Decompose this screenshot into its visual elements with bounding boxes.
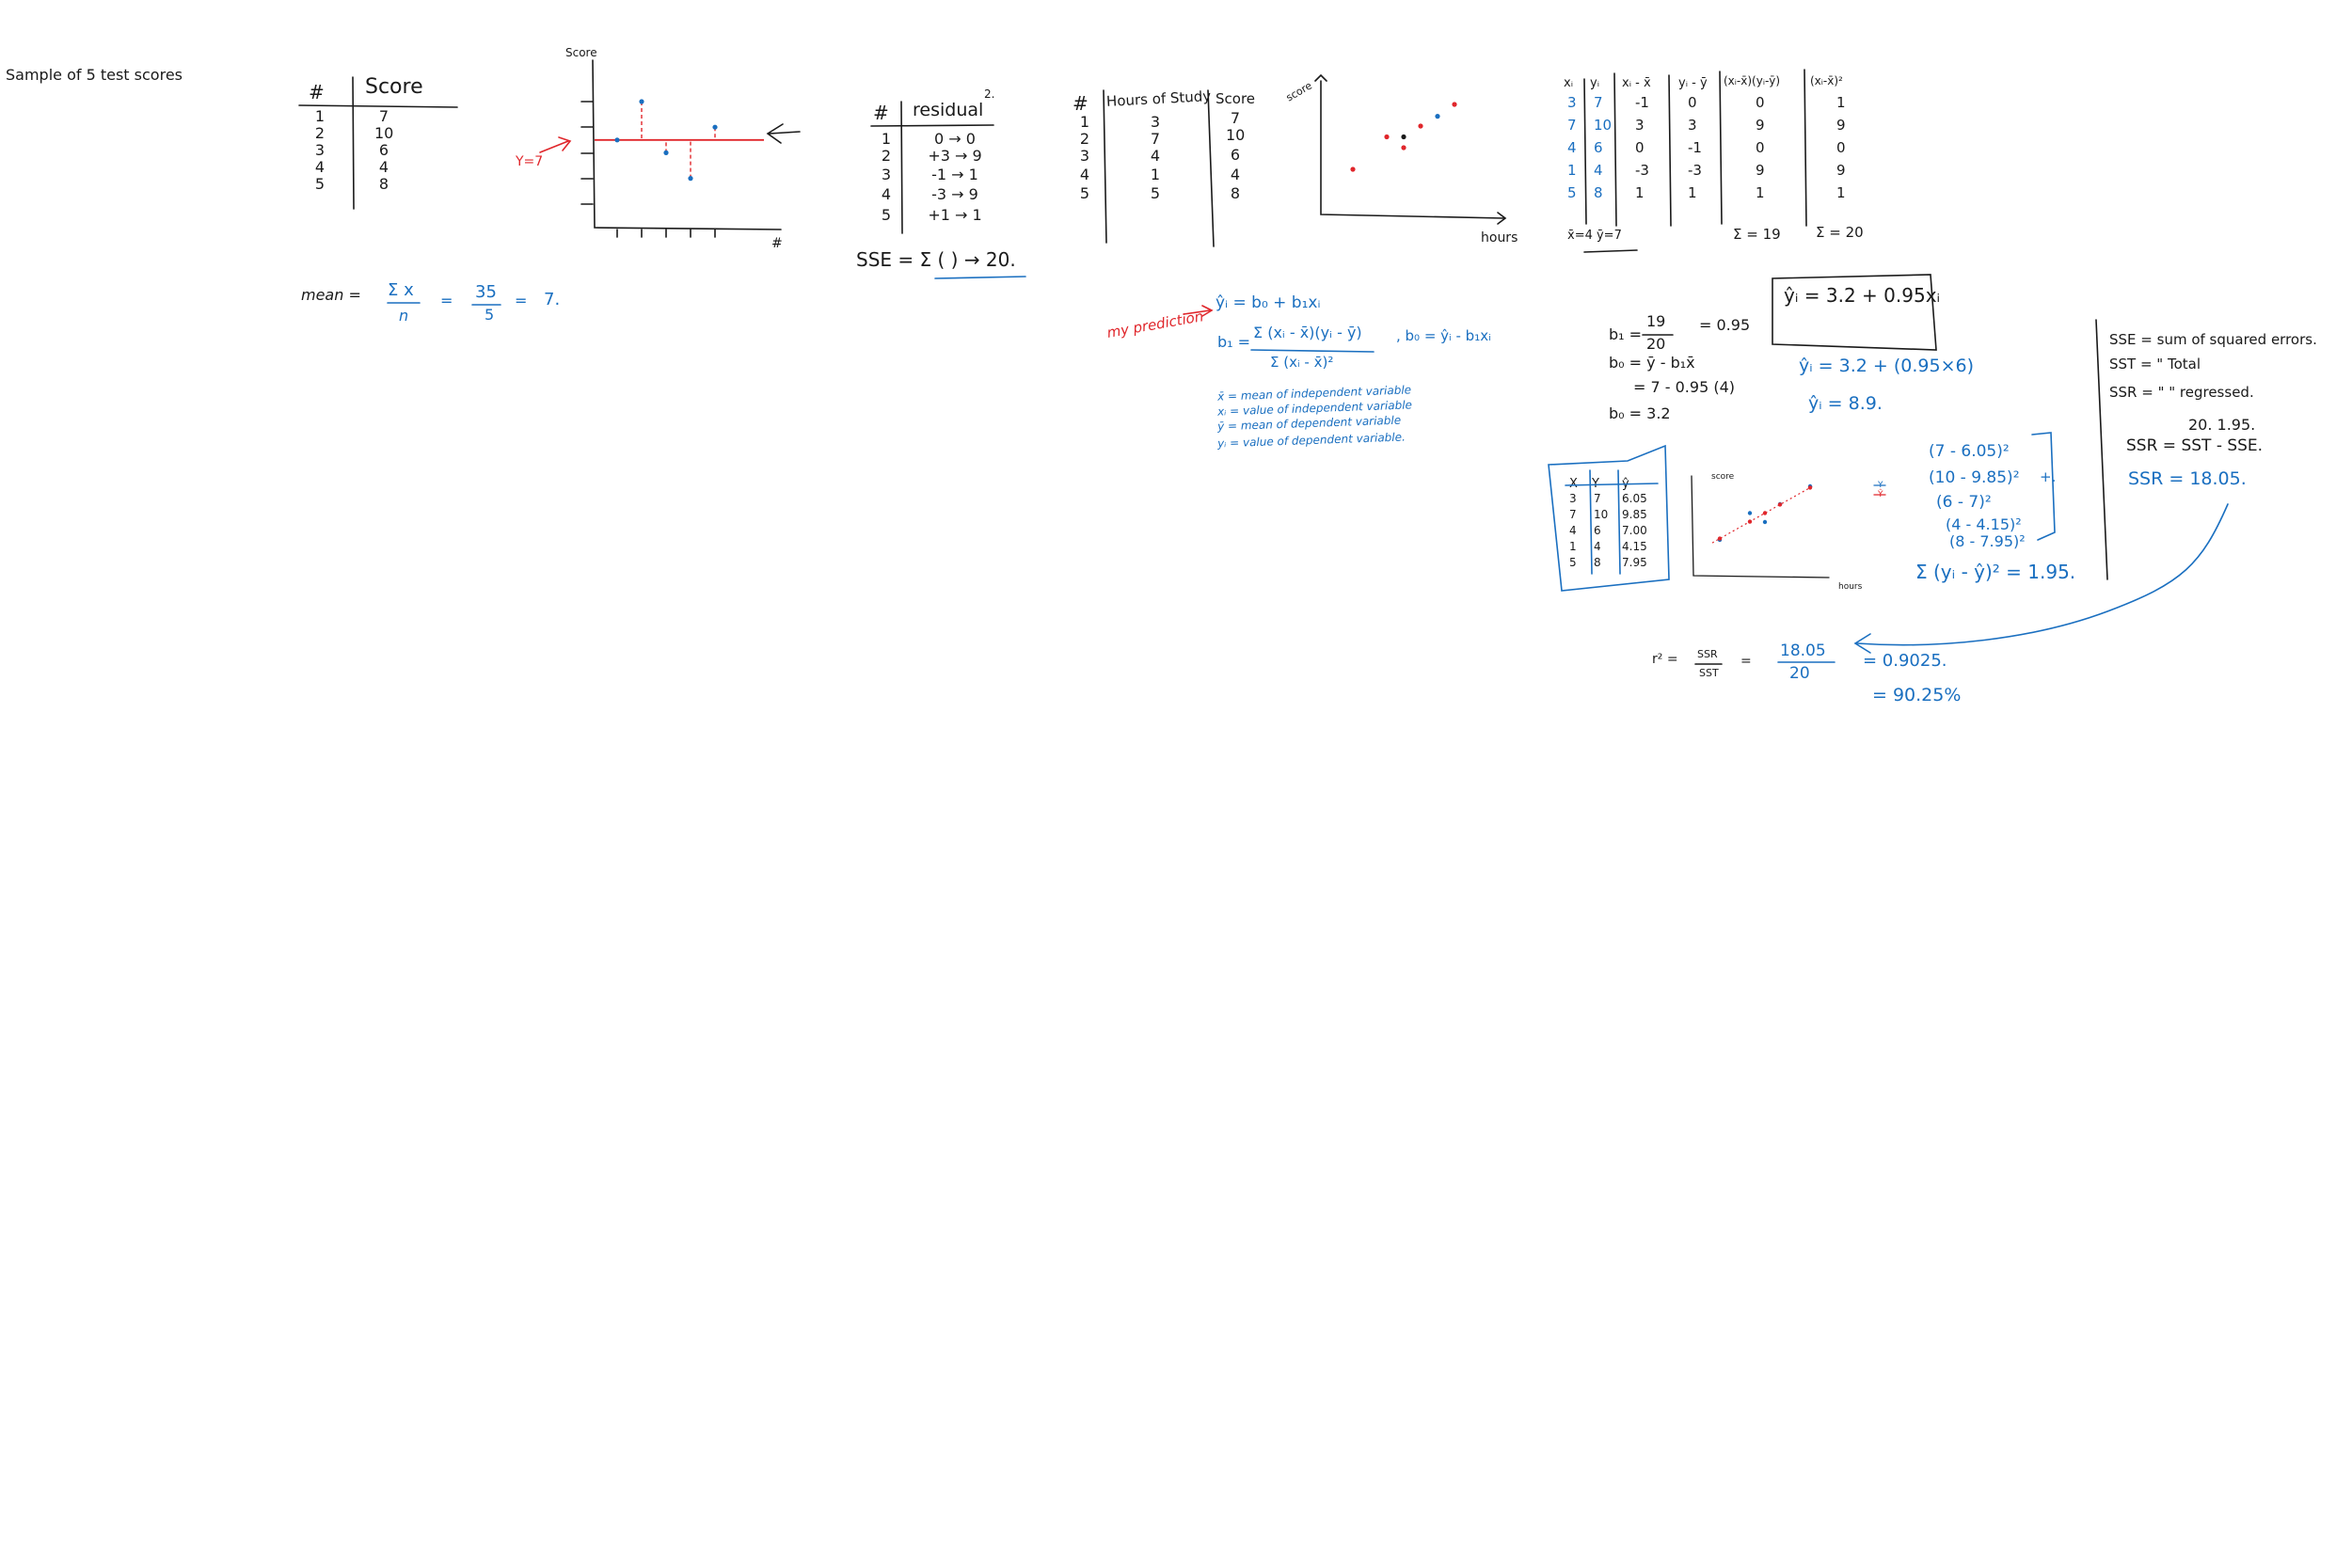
mean-numerator: Σ x xyxy=(388,280,414,300)
table-cell: 9 xyxy=(1756,162,1765,179)
table-row: 3 xyxy=(881,166,892,183)
pred-header-x: X xyxy=(1569,477,1578,491)
table-box xyxy=(1549,446,1669,591)
table-rule xyxy=(1720,71,1722,224)
table-rule xyxy=(1804,70,1806,226)
table-cell: 9 xyxy=(1836,162,1846,179)
residual-power: 2. xyxy=(984,87,995,101)
table-cell: 1 xyxy=(1635,184,1645,201)
table-cell: 4 xyxy=(1150,147,1161,165)
page-title: Sample of 5 test scores xyxy=(6,66,183,84)
table-rule xyxy=(1618,470,1620,574)
plot1-ticks xyxy=(581,102,593,204)
sums-values: 20. 1.95. xyxy=(2188,416,2256,434)
table-cell: 0 xyxy=(1635,139,1645,156)
table-rule xyxy=(1104,90,1106,243)
table-cell: 8 xyxy=(378,175,389,193)
table-cell: -3 xyxy=(1635,162,1649,179)
plot1-axes xyxy=(593,60,781,230)
data-point xyxy=(1418,123,1422,128)
table-cell: -3 xyxy=(1688,162,1702,179)
table-row: 5 xyxy=(314,175,326,193)
predicted-point xyxy=(1435,114,1439,119)
data-point xyxy=(1384,135,1389,139)
def-xi: xᵢ = value of independent variable xyxy=(1216,398,1413,419)
r2-label: r² = xyxy=(1652,652,1678,667)
table-cell: 9.85 xyxy=(1622,508,1647,521)
calc-header-xsq: (xᵢ-x̄)² xyxy=(1810,74,1843,87)
table-row: 1 xyxy=(1079,113,1090,131)
study-col-num: # xyxy=(1073,92,1089,115)
scores-col-score: Score xyxy=(365,75,423,99)
table-cell: 1 xyxy=(1688,184,1697,201)
calc-header-prod: (xᵢ-x̄)(yᵢ-ȳ) xyxy=(1724,74,1781,87)
calc-header-ydev: yᵢ - ȳ xyxy=(1678,76,1708,90)
data-point xyxy=(639,99,644,103)
ssr-equation: SSR = SST - SSE. xyxy=(2126,436,2264,455)
table-rule xyxy=(1669,75,1671,226)
table-cell: 4 xyxy=(1594,540,1601,553)
study-col-hours: Hours of Study xyxy=(1105,87,1212,110)
boxed-regression-eq: ŷᵢ = 3.2 + 0.95xᵢ xyxy=(1784,284,1941,307)
r2-percent: = 90.25% xyxy=(1872,685,1962,705)
table-row: 4 xyxy=(1569,524,1577,537)
table-row: 5 xyxy=(881,206,892,224)
table-cell: 1 xyxy=(1150,166,1161,183)
ssr-definition: SSR = " " regressed. xyxy=(2109,384,2254,401)
coef-b1-value: = 0.95 xyxy=(1699,316,1751,334)
table-rule xyxy=(901,102,902,233)
table-row: 4 xyxy=(1079,166,1090,183)
table-row: 3 xyxy=(1567,94,1577,111)
table-cell: 7 xyxy=(1594,492,1601,505)
plot3-legend-yhat: Ŷ xyxy=(1878,490,1883,499)
table-cell: 4 xyxy=(1230,166,1241,183)
def-yi: yᵢ = value of dependent variable. xyxy=(1216,430,1406,451)
coef-b0-formula: b₀ = ȳ - b₁x̄ xyxy=(1609,354,1695,372)
residual-term: (10 - 9.85)² xyxy=(1929,468,2020,487)
scores-col-num: # xyxy=(309,81,325,103)
table-cell: 4 xyxy=(378,158,389,176)
table-cell: 0 xyxy=(1836,139,1846,156)
table-cell: 6 xyxy=(1594,139,1603,156)
study-col-score: Score xyxy=(1216,90,1256,107)
table-cell: 1 xyxy=(1836,184,1846,201)
table-cell: 5 xyxy=(1150,184,1161,202)
predicted-point xyxy=(1808,485,1812,489)
table-cell: -1 xyxy=(1688,139,1702,156)
table-cell: 0 → 0 xyxy=(934,130,976,148)
plot2-arrowhead xyxy=(1315,75,1327,81)
calc-header-xi: xᵢ xyxy=(1564,76,1574,90)
table-row: 3 xyxy=(314,141,326,159)
mean-eq2: = xyxy=(515,292,528,309)
plot3-xlabel: hours xyxy=(1838,582,1863,592)
table-rule xyxy=(1208,90,1214,246)
table-rule xyxy=(299,105,457,107)
residual-term: (8 - 7.95)² xyxy=(1949,532,2026,550)
pred-header-y: Y xyxy=(1592,477,1599,491)
table-cell: 7 xyxy=(1150,130,1161,148)
mean-denominator: n xyxy=(399,307,409,325)
r2-num2: 18.05 xyxy=(1780,641,1826,660)
table-cell: 7 xyxy=(1230,109,1241,127)
sse-definition: SSE = sum of squared errors. xyxy=(2109,331,2317,348)
table-cell: 6 xyxy=(1230,146,1241,164)
table-row: 1 xyxy=(881,130,892,148)
table-row: 7 xyxy=(1569,508,1577,521)
table-cell: +1 → 1 xyxy=(928,206,982,224)
coef-b1-label: b₁ = xyxy=(1609,325,1643,343)
table-cell: 9 xyxy=(1756,117,1765,134)
residual-term: (7 - 6.05)² xyxy=(1929,442,2010,461)
residual-col-label: residual xyxy=(913,100,984,120)
predicted-point xyxy=(1763,511,1767,515)
arrow-connector xyxy=(1857,504,2228,645)
mean-num2: 35 xyxy=(475,282,497,302)
table-row: 3 xyxy=(1079,147,1090,165)
regression-line xyxy=(1712,486,1813,543)
residual-term: (6 - 7)² xyxy=(1936,493,1992,512)
table-row: 2 xyxy=(314,124,326,142)
table-row: 2 xyxy=(1079,130,1090,148)
plot1-ylabel: Score xyxy=(565,46,597,59)
divider-line xyxy=(2096,320,2107,579)
r2-num: SSR xyxy=(1697,648,1718,660)
table-cell: 4 xyxy=(1594,162,1603,179)
table-cell: 8 xyxy=(1594,556,1601,569)
table-cell: 6.05 xyxy=(1622,492,1647,505)
table-rule xyxy=(353,77,354,209)
def-xbar: x̄ = mean of independent variable xyxy=(1216,383,1412,404)
mean-label: mean = xyxy=(301,286,361,304)
table-row: 5 xyxy=(1569,556,1577,569)
table-cell: 10 xyxy=(1226,126,1246,144)
table-rule xyxy=(1584,250,1637,252)
plot1-xlabel: # xyxy=(771,236,783,251)
data-point xyxy=(614,137,619,142)
table-cell: 1 xyxy=(1836,94,1846,111)
data-point xyxy=(663,150,668,155)
table-cell: 3 xyxy=(1150,113,1161,131)
calc-header-xdev: xᵢ - x̄ xyxy=(1622,76,1651,90)
plot3-axes xyxy=(1692,476,1829,578)
mean-point xyxy=(1401,135,1406,139)
table-row: 7 xyxy=(1567,117,1577,134)
equation-box xyxy=(1772,275,1936,350)
calc-means: x̄=4 ȳ=7 xyxy=(1567,229,1622,243)
table-cell: 7.00 xyxy=(1622,524,1647,537)
table-rule xyxy=(871,125,993,126)
data-point xyxy=(1350,166,1355,171)
plot3-ylabel: score xyxy=(1711,472,1735,482)
observed-point xyxy=(1763,520,1767,524)
table-cell: 7.95 xyxy=(1622,556,1647,569)
data-point xyxy=(712,125,717,130)
table-cell: 1 xyxy=(1756,184,1765,201)
plot2-axes xyxy=(1321,81,1503,218)
table-cell: 4.15 xyxy=(1622,540,1647,553)
table-cell: 3 xyxy=(1688,117,1697,134)
plot3-legend-y: Y xyxy=(1878,481,1883,490)
table-row: 4 xyxy=(314,158,326,176)
residual-total: Σ (yᵢ - ŷ)² = 1.95. xyxy=(1915,561,2076,583)
coef-b0-value: b₀ = 3.2 xyxy=(1609,404,1671,422)
r2-value: = 0.9025. xyxy=(1863,651,1947,671)
table-rule xyxy=(1614,73,1616,226)
table-row: 4 xyxy=(881,185,892,203)
residual-term: (4 - 4.15)² xyxy=(1946,515,2022,533)
b1-denominator: Σ (xᵢ - x̄)² xyxy=(1270,354,1334,371)
r2-den2: 20 xyxy=(1789,664,1810,683)
table-cell: 0 xyxy=(1756,94,1765,111)
table-row: 1 xyxy=(1567,162,1577,179)
predicted-point xyxy=(1778,502,1782,506)
observed-point xyxy=(1748,511,1752,515)
my-prediction-note: my prediction xyxy=(1105,308,1205,341)
underline xyxy=(935,277,1025,278)
data-point xyxy=(688,176,692,181)
calc-sum-prod: Σ = 19 xyxy=(1733,226,1781,243)
mean-den2: 5 xyxy=(485,306,495,324)
table-cell: 10 xyxy=(1594,117,1613,134)
table-cell: 6 xyxy=(1594,524,1601,537)
plot1-mean-label: Y=7 xyxy=(516,154,544,169)
annotation-arrow xyxy=(540,141,568,152)
table-row: 5 xyxy=(1079,184,1090,202)
def-ybar: ȳ = mean of dependent variable xyxy=(1216,413,1402,434)
table-cell: 10 xyxy=(1594,508,1609,521)
calc-sum-xsq: Σ = 20 xyxy=(1816,224,1864,241)
table-rule xyxy=(1590,470,1592,574)
bracket xyxy=(2032,433,2055,540)
table-cell: 0 xyxy=(1688,94,1697,111)
mean-eq1: = xyxy=(440,292,453,309)
plot2-xlabel: hours xyxy=(1481,230,1518,245)
fraction-bar xyxy=(1251,350,1374,352)
plot1-arrow xyxy=(768,124,800,143)
table-cell: 8 xyxy=(1594,184,1603,201)
predicted-point xyxy=(1718,536,1722,540)
table-cell: 7 xyxy=(1594,94,1603,111)
coef-b0-sub: = 7 - 0.95 (4) xyxy=(1633,378,1735,396)
prediction-result: ŷᵢ = 8.9. xyxy=(1808,393,1883,414)
ssr-value: SSR = 18.05. xyxy=(2128,468,2247,489)
table-cell: 8 xyxy=(1230,184,1241,202)
residual-col-num: # xyxy=(873,102,889,124)
table-cell: 10 xyxy=(374,124,394,142)
data-point xyxy=(1401,145,1406,150)
pred-header-yhat: ŷ xyxy=(1622,477,1629,491)
data-point xyxy=(1452,102,1456,106)
residual-plus: +. xyxy=(2040,468,2057,485)
coef-b1-num: 19 xyxy=(1646,312,1666,330)
coef-b1-den: 20 xyxy=(1646,335,1666,353)
table-cell: 3 xyxy=(1635,117,1645,134)
table-cell: 7 xyxy=(378,107,389,125)
table-row: 4 xyxy=(1567,139,1577,156)
mean-result: 7. xyxy=(544,290,561,309)
b0-formula: , b₀ = ŷᵢ - b₁xᵢ xyxy=(1396,327,1491,344)
plot2-ylabel: score xyxy=(1283,79,1314,104)
table-row: 2 xyxy=(881,147,892,165)
calc-header-yi: yᵢ xyxy=(1590,76,1600,90)
plot1-ticks xyxy=(617,230,715,237)
regression-line-eq: ŷᵢ = b₀ + b₁xᵢ xyxy=(1216,293,1321,312)
table-row: 3 xyxy=(1569,492,1577,505)
prediction-calc: ŷᵢ = 3.2 + (0.95×6) xyxy=(1799,356,1974,376)
table-row: 1 xyxy=(1569,540,1577,553)
sst-definition: SST = " Total xyxy=(2109,356,2201,372)
table-cell: -1 xyxy=(1635,94,1649,111)
table-cell: 9 xyxy=(1836,117,1846,134)
table-rule xyxy=(1565,483,1658,485)
table-cell: +3 → 9 xyxy=(928,147,982,165)
r2-den: SST xyxy=(1699,667,1719,679)
r2-eq: = xyxy=(1740,654,1752,669)
table-cell: -3 → 9 xyxy=(931,185,978,203)
sse-equation: SSE = Σ ( ) → 20. xyxy=(856,248,1016,271)
table-cell: 0 xyxy=(1756,139,1765,156)
b1-numerator: Σ (xᵢ - x̄)(yᵢ - ȳ) xyxy=(1253,324,1362,341)
b1-label: b₁ = xyxy=(1217,333,1251,351)
table-row: 1 xyxy=(314,107,326,125)
table-rule xyxy=(1584,79,1586,224)
predicted-point xyxy=(1748,519,1752,523)
table-cell: -1 → 1 xyxy=(931,166,978,183)
table-cell: 6 xyxy=(378,141,389,159)
table-row: 5 xyxy=(1567,184,1577,201)
